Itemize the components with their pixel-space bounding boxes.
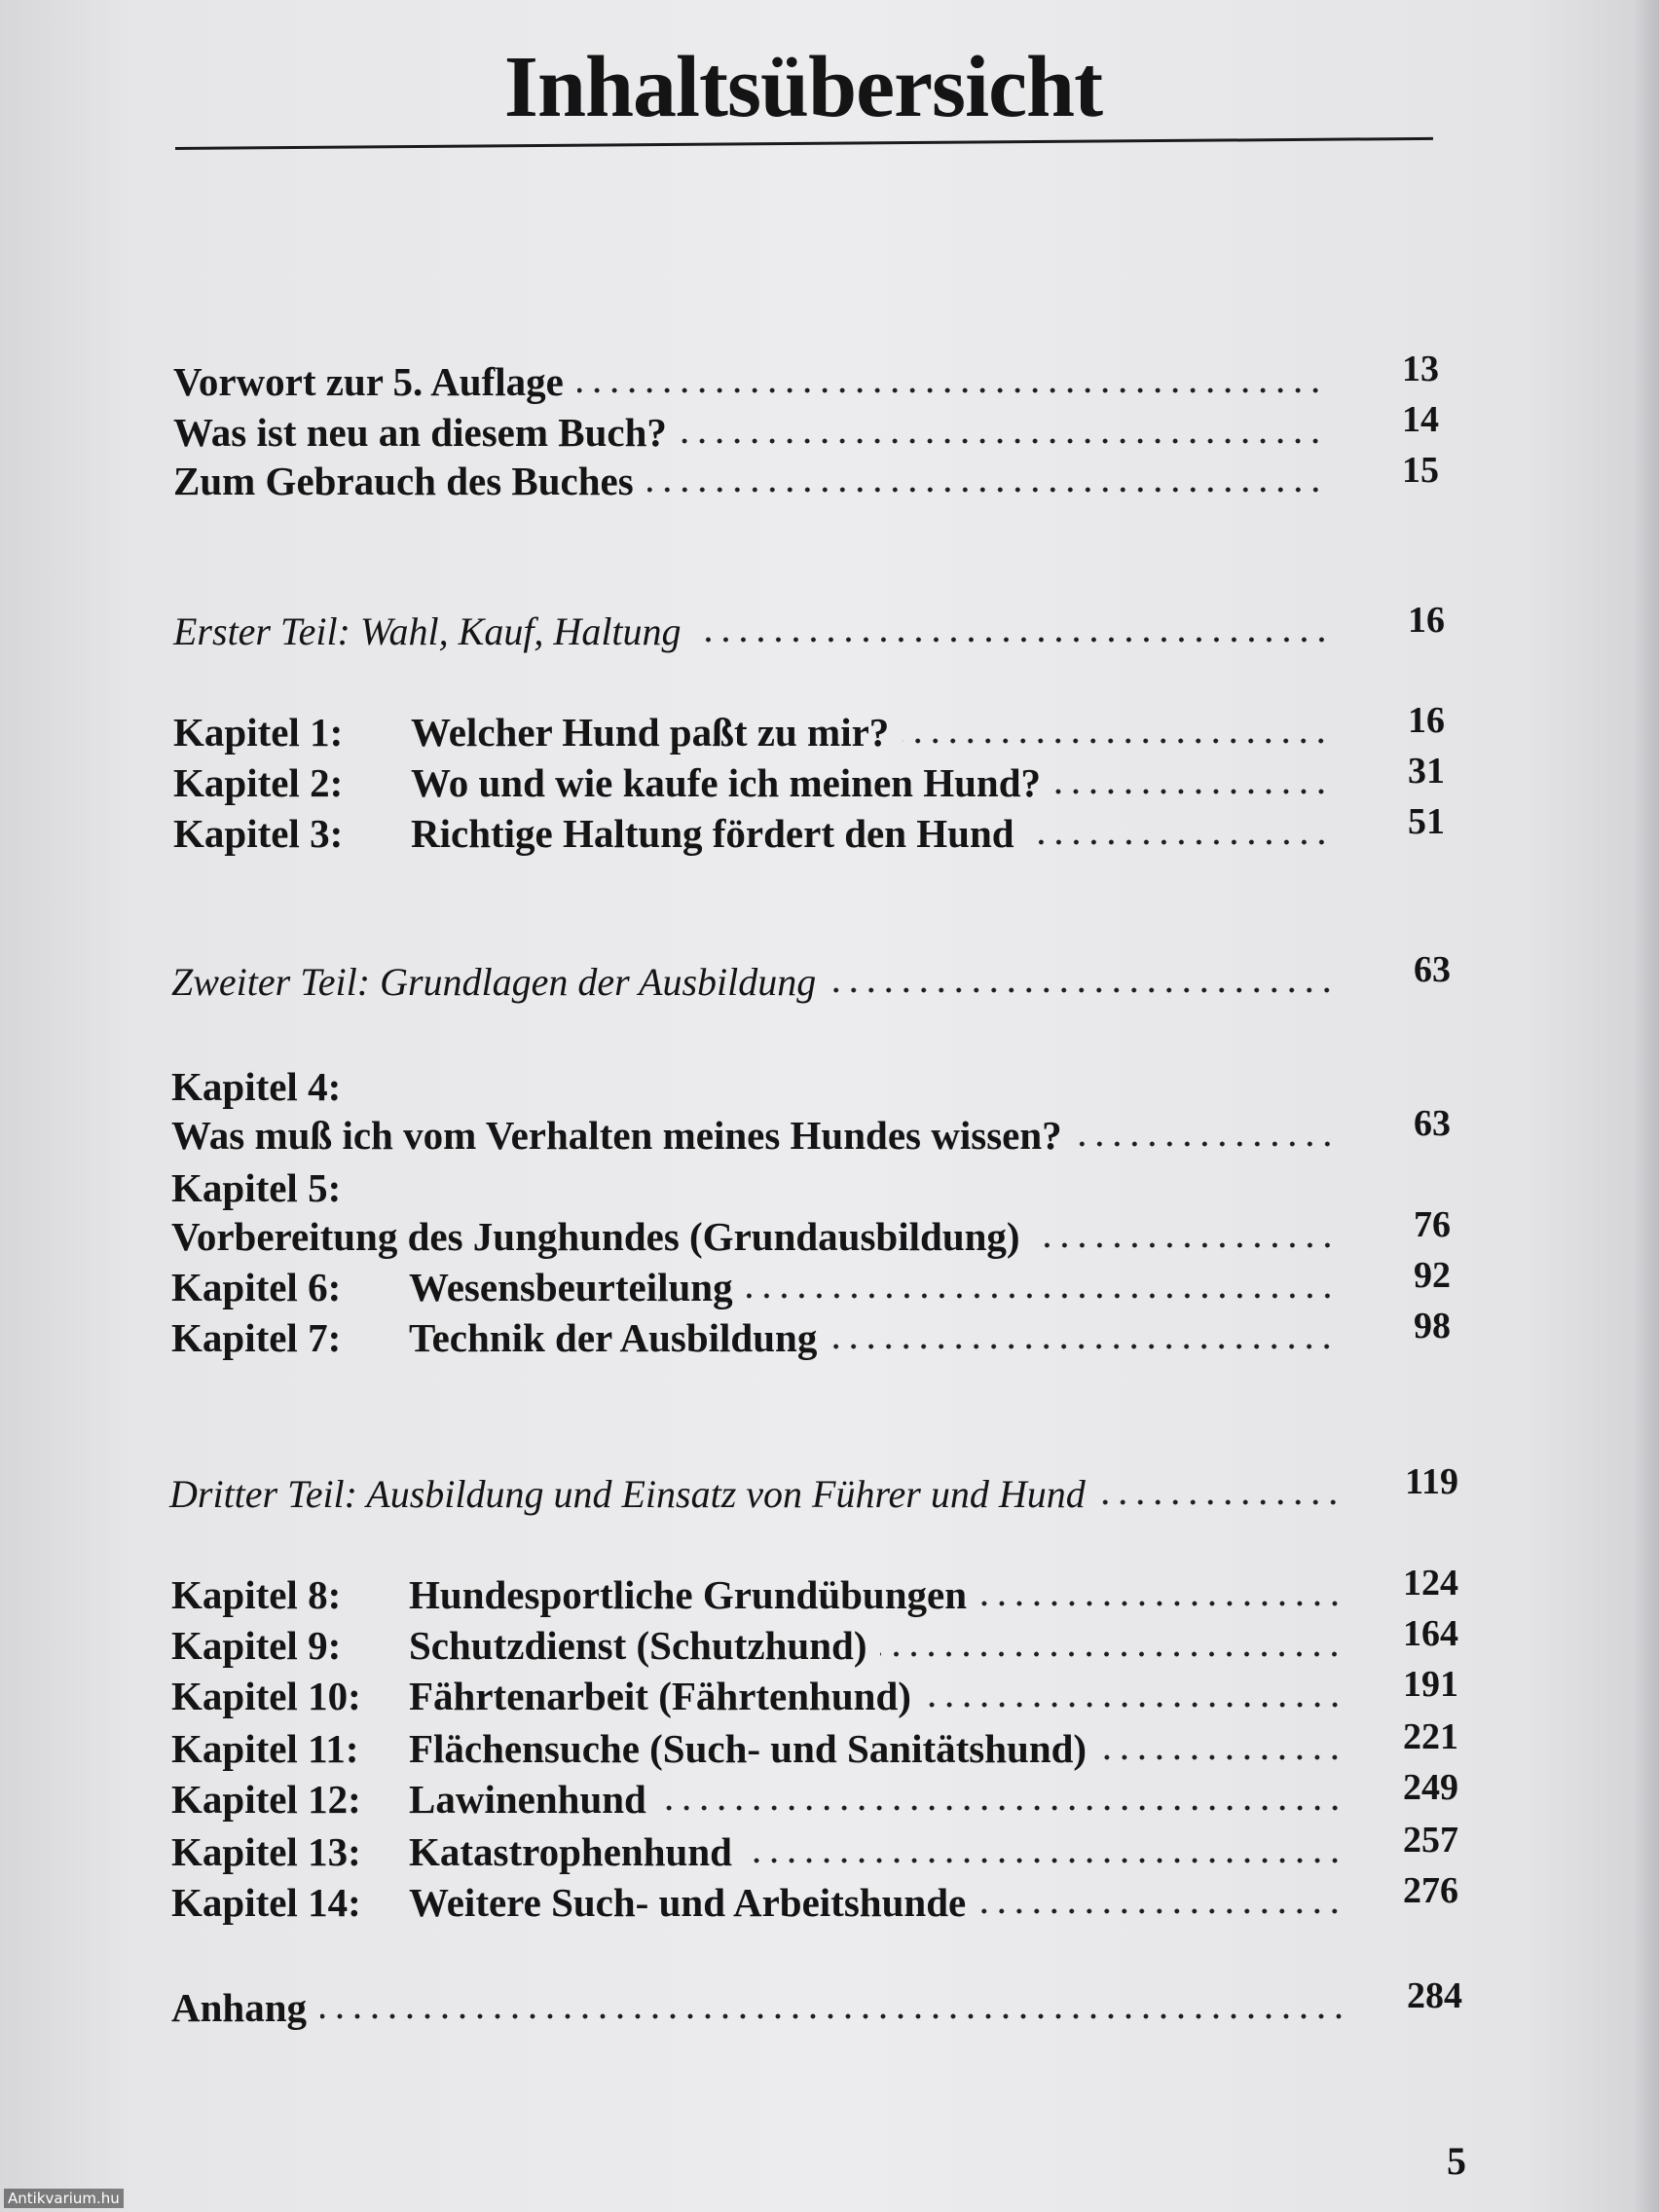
chapter-label: Kapitel 3: [173, 811, 344, 856]
toc-chapter [171, 1262, 1349, 1312]
chapter-label: Kapitel 9: [171, 1623, 342, 1668]
toc-chapter-label-line [171, 1061, 561, 1112]
toc-part-page: 16 [1408, 600, 1445, 641]
chapter-label: Kapitel 13: [171, 1829, 361, 1874]
chapter-title: Flächensuche (Such- und Sanitätshund) [409, 1726, 1088, 1771]
toc-part-page: 119 [1405, 1461, 1458, 1502]
chapter-title: Schutzdienst (Schutzhund) [409, 1623, 867, 1668]
toc-chapter [171, 1312, 1349, 1363]
toc-chapter [171, 1723, 1357, 1774]
toc-part-heading [169, 1468, 1355, 1519]
leader-dots [1034, 1241, 1336, 1249]
toc-chapter [173, 808, 1344, 859]
toc-chapter [171, 1774, 1357, 1825]
leader-dots [830, 986, 1336, 994]
toc-chapter [171, 1877, 1357, 1928]
toc-entry [173, 356, 1338, 407]
toc-part-title: Erster Teil: Wahl, Kauf, Haltung [173, 608, 682, 653]
chapter-title: Welcher Hund paßt zu mir? [411, 710, 890, 755]
toc-entry-title: Was ist neu an diesem Buch? [173, 410, 667, 455]
leader-dots [830, 1343, 1336, 1350]
toc-entry [173, 456, 1338, 506]
page-edge-shadow [1634, 0, 1659, 2212]
page-number: 5 [1447, 2139, 1466, 2183]
toc-chapter [173, 707, 1344, 757]
chapter-title: Katastrophenhund [409, 1829, 732, 1874]
chapter-page: 249 [1403, 1767, 1458, 1808]
chapter-page: 221 [1403, 1716, 1458, 1757]
chapter-label: Kapitel 8: [171, 1572, 342, 1617]
page-title: Inhaltsübersicht [503, 39, 1103, 135]
chapter-page: 124 [1403, 1563, 1458, 1604]
chapter-page: 63 [1414, 1103, 1451, 1144]
leader-dots [746, 1857, 1344, 1864]
toc-chapter [171, 1110, 1349, 1161]
leader-dots [660, 1804, 1344, 1812]
chapter-title: Richtige Haltung fördert den Hund [411, 811, 1014, 856]
chapter-label: Kapitel 6: [171, 1265, 342, 1309]
leader-dots [320, 2012, 1347, 2020]
leader-dots [903, 737, 1330, 745]
toc-entry-page: 15 [1402, 450, 1439, 491]
toc-part-heading [171, 956, 1349, 1007]
toc-chapter [171, 1671, 1357, 1721]
toc-entry-page: 14 [1402, 399, 1439, 440]
leader-dots [1076, 1140, 1336, 1148]
chapter-page: 31 [1408, 751, 1445, 792]
chapter-label: Kapitel 2: [173, 760, 344, 805]
toc-chapter [171, 1569, 1357, 1620]
chapter-label: Kapitel 14: [171, 1880, 361, 1925]
toc-entry-title: Vorwort zur 5. Auflage [173, 359, 564, 404]
chapter-label: Kapitel 10: [171, 1674, 361, 1718]
toc-appendix [171, 1982, 1361, 2033]
toc-chapter [171, 1826, 1357, 1877]
toc-part-title: Dritter Teil: Ausbildung und Einsatz von Führer und Hund [169, 1471, 1086, 1516]
title-rule [175, 137, 1433, 150]
chapter-page: 257 [1403, 1820, 1458, 1861]
leader-dots [647, 486, 1324, 494]
chapter-title: Wo und wie kaufe ich meinen Hund? [411, 760, 1042, 805]
leader-dots [695, 636, 1330, 644]
chapter-page: 51 [1408, 801, 1445, 842]
chapter-page: 164 [1403, 1613, 1458, 1654]
chapter-page: 92 [1414, 1255, 1451, 1296]
chapter-title: Weitere Such- und Arbeitshunde [409, 1880, 967, 1925]
toc-part-title: Zweiter Teil: Grundlagen der Ausbildung [171, 959, 817, 1004]
toc-chapter [171, 1620, 1357, 1671]
chapter-label: Kapitel 1: [173, 710, 344, 755]
watermark: Antikvarium.hu [4, 2189, 124, 2208]
toc-chapter [171, 1211, 1349, 1262]
toc-part-page: 63 [1414, 949, 1451, 990]
appendix-title: Anhang [171, 1985, 308, 2030]
leader-dots [1028, 838, 1330, 846]
leader-dots [577, 387, 1324, 394]
chapter-title: Vorbereitung des Junghundes (Grundausbildung) [171, 1214, 1020, 1259]
leader-dots [1099, 1498, 1342, 1506]
toc-entry-title: Zum Gebrauch des Buches [173, 459, 634, 503]
leader-dots [747, 1292, 1336, 1300]
chapter-label: Kapitel 4: [171, 1064, 342, 1109]
toc-entry-page: 13 [1402, 349, 1439, 389]
toc-entry [173, 407, 1338, 458]
chapter-title: Lawinenhund [409, 1777, 646, 1822]
leader-dots [979, 1907, 1344, 1915]
chapter-title: Fährtenarbeit (Fährtenhund) [409, 1674, 911, 1718]
leader-dots [681, 437, 1324, 445]
chapter-label: Kapitel 5: [171, 1165, 342, 1210]
chapter-title: Wesensbeurteilung [409, 1265, 733, 1309]
chapter-label: Kapitel 7: [171, 1315, 342, 1360]
leader-dots [1054, 788, 1330, 795]
appendix-page: 284 [1407, 1975, 1462, 2016]
chapter-page: 276 [1403, 1870, 1458, 1911]
leader-dots [880, 1650, 1344, 1658]
toc-chapter-label-line [171, 1162, 561, 1213]
toc-part-heading [173, 606, 1344, 656]
leader-dots [925, 1701, 1344, 1709]
chapter-page: 16 [1408, 700, 1445, 741]
chapter-page: 98 [1414, 1306, 1451, 1346]
chapter-title: Technik der Ausbildung [409, 1315, 818, 1360]
chapter-title: Was muß ich vom Verhalten meines Hundes wissen? [171, 1113, 1062, 1158]
toc-chapter [173, 757, 1344, 808]
chapter-page: 76 [1414, 1204, 1451, 1245]
chapter-page: 191 [1403, 1664, 1458, 1705]
leader-dots [1100, 1753, 1344, 1761]
chapter-title: Hundesportliche Grundübungen [409, 1572, 968, 1617]
chapter-label: Kapitel 11: [171, 1726, 359, 1771]
chapter-label: Kapitel 12: [171, 1777, 361, 1822]
leader-dots [980, 1600, 1344, 1607]
